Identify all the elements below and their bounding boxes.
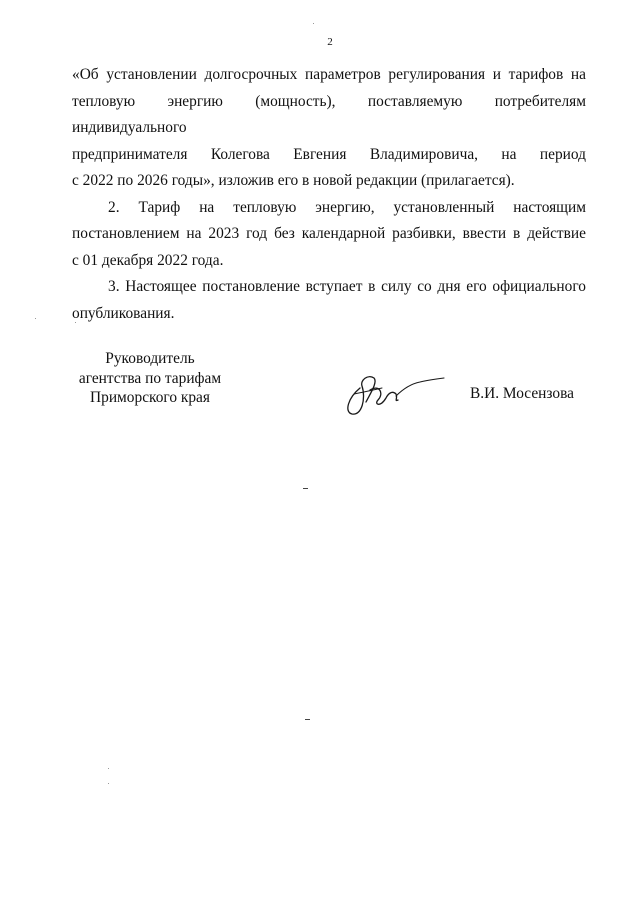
paragraph-3-line-1: 3. Настоящее постановление вступает в силу со дня его официального: [108, 278, 586, 295]
paragraph-1-line-1: «Об установлении долгосрочных параметров регулирования и тарифов на: [72, 66, 586, 83]
signer-title-line: агентства по тарифам: [78, 369, 222, 387]
document-body: [72, 62, 586, 327]
paragraph-2-line-3: с 01 декабря 2022 года.: [72, 251, 224, 269]
scan-speck: [35, 318, 36, 319]
page-number: 2: [327, 36, 333, 48]
paragraph-3-line-2: опубликования.: [72, 304, 175, 322]
signer-title-line: Руководитель: [105, 350, 195, 367]
paragraph-2-line-1: 2. Тариф на тепловую энергию, установленный настоящим: [108, 198, 586, 216]
signer-title-line: Приморского края: [90, 389, 210, 406]
scan-speck: [75, 322, 76, 323]
signer-name: В.И. Мосензова: [470, 385, 574, 402]
scan-mark: [303, 488, 308, 489]
paragraph-1-line-3: предпринимателя Колегова Евгения Владимировича, на период: [72, 145, 586, 163]
scan-mark: [305, 719, 310, 720]
scan-speck: [108, 783, 109, 784]
signer-title: [60, 349, 240, 408]
scan-speck: [313, 23, 314, 24]
paragraph-1-line-4: с 2022 по 2026 годы», изложив его в новой редакции (прилагается).: [72, 172, 515, 189]
paragraph-1-line-2: тепловую энергию (мощность), поставляемую потребителям индивидуального: [72, 92, 586, 136]
handwritten-signature: [340, 368, 450, 420]
scan-speck: [108, 768, 109, 769]
paragraph-2-line-2: постановлением на 2023 год без календарной разбивки, ввести в действие: [72, 225, 586, 242]
